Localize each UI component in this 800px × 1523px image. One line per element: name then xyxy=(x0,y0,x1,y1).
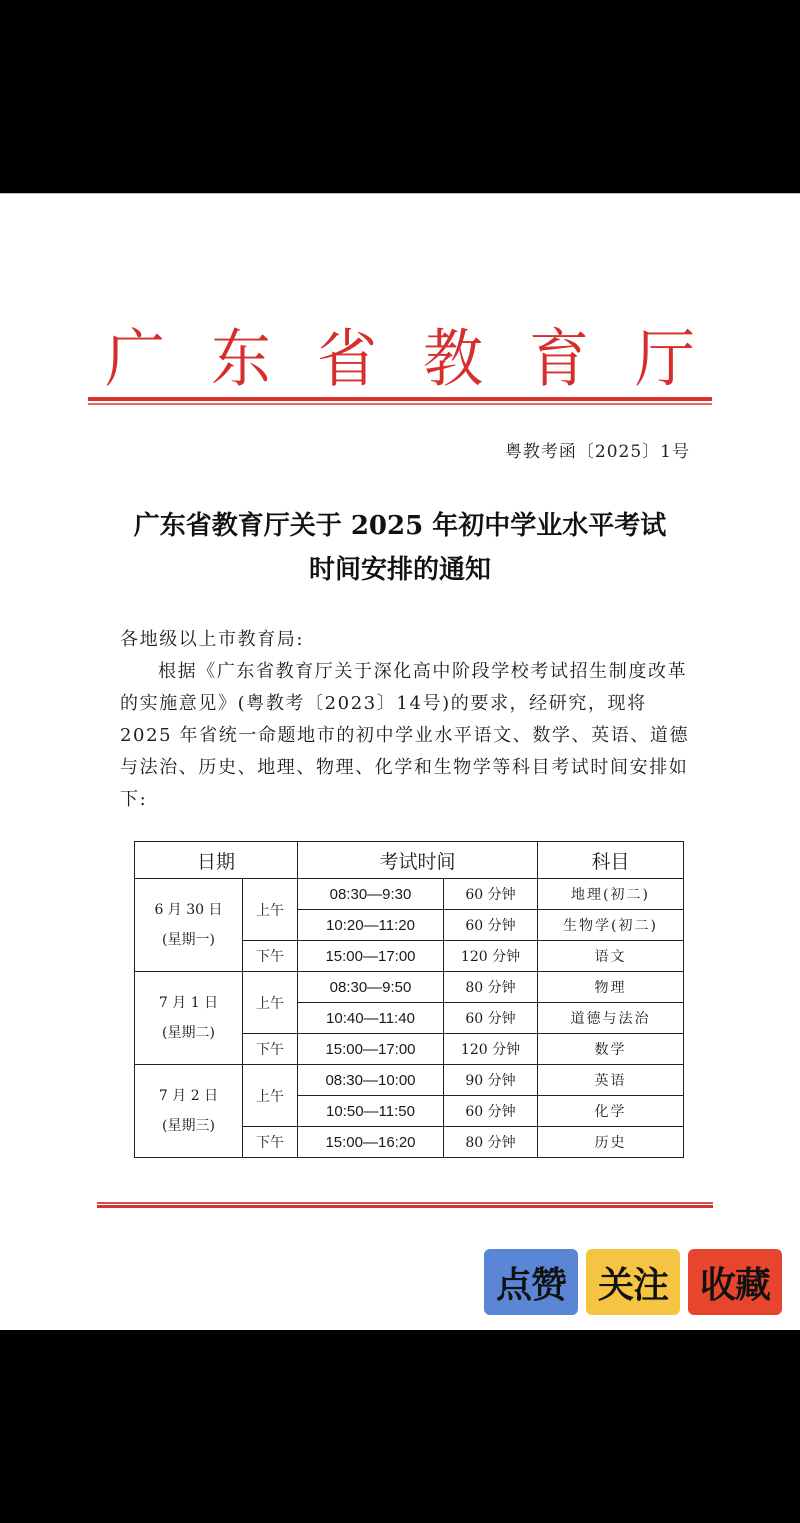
time-cell: 15:00—16:20 xyxy=(298,1127,444,1158)
date-cell: 7 月 2 日 (星期三) xyxy=(135,1065,243,1158)
notice-title-line1: 广东省教育厅关于 2025 年初中学业水平考试 xyxy=(133,511,667,541)
salutation: 各地级以上市教育局: xyxy=(120,629,305,650)
subject-cell: 英语 xyxy=(538,1065,684,1096)
like-button[interactable]: 点赞 xyxy=(484,1249,578,1315)
table-row xyxy=(135,879,684,910)
letterhead-char: 广 xyxy=(105,322,165,396)
time-cell: 15:00—17:00 xyxy=(298,941,444,972)
duration-cell: 60 分钟 xyxy=(444,1003,538,1034)
time-cell: 08:30—9:30 xyxy=(298,879,444,910)
document-number: 粤教考函〔2025〕1号 xyxy=(504,442,690,462)
duration-cell: 60 分钟 xyxy=(444,1096,538,1127)
subject-cell: 历史 xyxy=(538,1127,684,1158)
time-cell: 10:20—11:20 xyxy=(298,910,444,941)
time-cell: 10:40—11:40 xyxy=(298,1003,444,1034)
duration-cell: 80 分钟 xyxy=(444,972,538,1003)
favorite-button[interactable]: 收藏 xyxy=(688,1249,782,1315)
date-cell: 7 月 1 日 (星期二) xyxy=(135,972,243,1065)
body-paragraph: 根据《广东省教育厅关于深化高中阶段学校考试招生制度改革的实施意见》(粤教考〔2023〕14号)的要求，经研究，现将 2025 年省统一命题地市的初中学业水平语文、数学、英语、道德与法治、历史、地理、物理、化学和生物学等科目考试时间安排如下: xyxy=(120,661,690,810)
letterhead-char: 东 xyxy=(211,322,271,396)
time-cell: 08:30—10:00 xyxy=(298,1065,444,1096)
footer-divider xyxy=(97,1202,713,1208)
exam-schedule-table xyxy=(134,841,684,1158)
duration-cell: 90 分钟 xyxy=(444,1065,538,1096)
subject-cell: 数学 xyxy=(538,1034,684,1065)
letterhead-divider xyxy=(88,397,712,405)
table-header-row xyxy=(135,842,684,879)
notice-title-line2: 时间安排的通知 xyxy=(308,555,491,585)
period-am: 上午 xyxy=(243,1065,298,1127)
period-pm: 下午 xyxy=(243,1034,298,1065)
period-pm: 下午 xyxy=(243,941,298,972)
subject-cell: 道德与法治 xyxy=(538,1003,684,1034)
follow-button[interactable]: 关注 xyxy=(586,1249,680,1315)
subject-cell: 生物学(初二) xyxy=(538,910,684,941)
table-row xyxy=(135,972,684,1003)
table-row xyxy=(135,1065,684,1096)
date-cell: 6 月 30 日 (星期一) xyxy=(135,879,243,972)
period-pm: 下午 xyxy=(243,1127,298,1158)
letterhead-char: 育 xyxy=(529,322,589,396)
duration-cell: 80 分钟 xyxy=(444,1127,538,1158)
time-cell: 15:00—17:00 xyxy=(298,1034,444,1065)
subject-cell: 物理 xyxy=(538,972,684,1003)
header-subject: 科目 xyxy=(538,842,684,879)
header-date: 日期 xyxy=(135,842,298,879)
subject-cell: 语文 xyxy=(538,941,684,972)
notice-title xyxy=(0,504,800,592)
subject-cell: 化学 xyxy=(538,1096,684,1127)
letterhead-title xyxy=(100,309,700,399)
header-time: 考试时间 xyxy=(298,842,538,879)
notice-body xyxy=(120,624,690,816)
action-badges xyxy=(484,1249,782,1315)
duration-cell: 60 分钟 xyxy=(444,910,538,941)
subject-cell: 地理(初二) xyxy=(538,879,684,910)
duration-cell: 60 分钟 xyxy=(444,879,538,910)
letterhead-char: 教 xyxy=(423,322,483,396)
time-cell: 08:30—9:50 xyxy=(298,972,444,1003)
duration-cell: 120 分钟 xyxy=(444,1034,538,1065)
letterhead-char: 厅 xyxy=(635,322,695,396)
time-cell: 10:50—11:50 xyxy=(298,1096,444,1127)
document-page xyxy=(0,193,800,1330)
letterhead-char: 省 xyxy=(317,322,377,396)
duration-cell: 120 分钟 xyxy=(444,941,538,972)
period-am: 上午 xyxy=(243,972,298,1034)
period-am: 上午 xyxy=(243,879,298,941)
